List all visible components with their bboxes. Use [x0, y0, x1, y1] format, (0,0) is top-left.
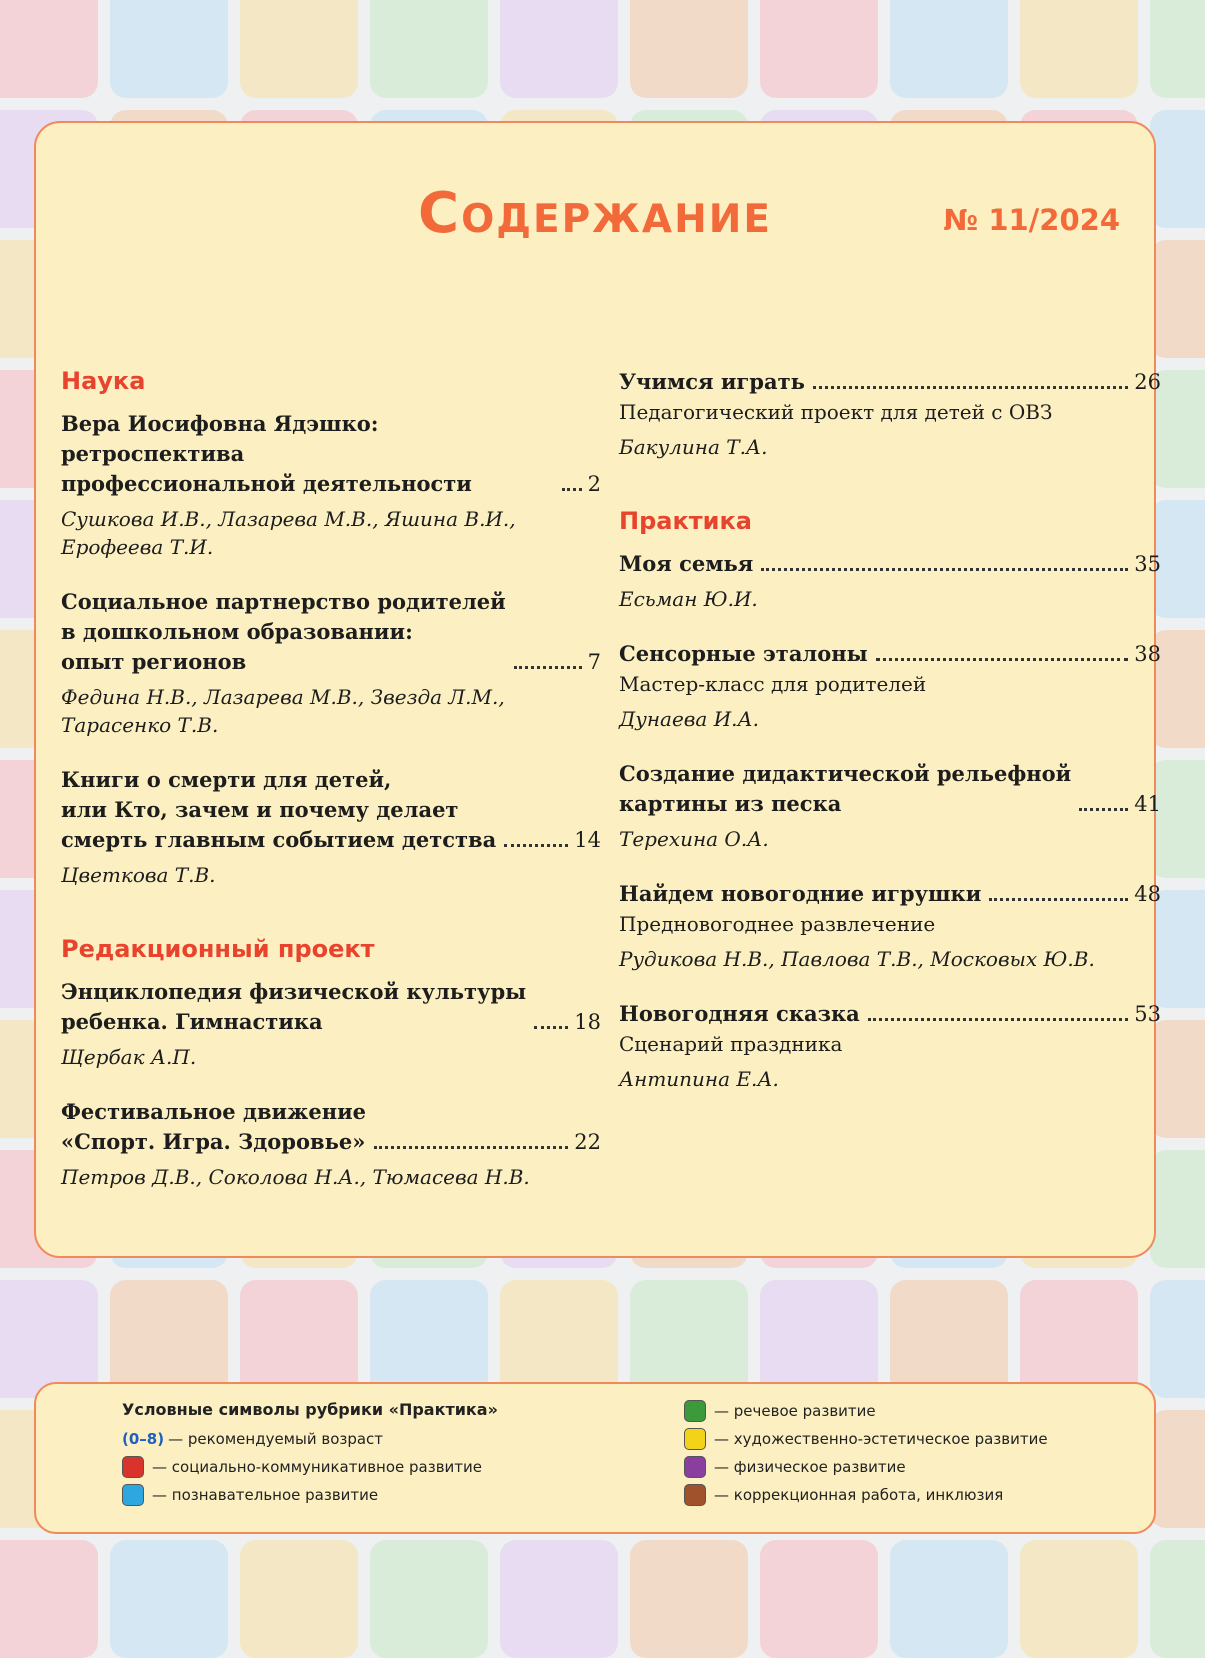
entry-title-line [619, 549, 1161, 579]
leader-dots [1079, 808, 1128, 811]
entry-authors: Дунаева И.А. [619, 707, 760, 731]
legend-item [684, 1428, 1048, 1450]
entry-title-line [619, 759, 1161, 819]
background-tile [240, 0, 358, 98]
color-swatch-icon [122, 1484, 144, 1506]
legend-item [684, 1456, 906, 1478]
legend-label: — коррекционная работа, инклюзия [714, 1486, 1004, 1504]
age-code: (0–8) [122, 1430, 165, 1448]
background-tile [1150, 0, 1205, 98]
entry-authors: Петров Д.В., Соколова Н.А., Тюмасева Н.В. [61, 1165, 530, 1189]
background-tile [630, 1280, 748, 1398]
section-heading: Наука [61, 367, 146, 395]
leader-dots [761, 568, 1128, 571]
legend-item [684, 1400, 876, 1422]
background-tile [890, 1540, 1008, 1658]
legend-item [122, 1484, 378, 1506]
entry-page: 48 [1134, 882, 1161, 906]
toc-entry [619, 639, 1161, 733]
contents-card [34, 121, 1161, 1258]
background-tile [1150, 1540, 1205, 1658]
background-tile [370, 0, 488, 98]
issue-number: № 11/2024 [943, 203, 1120, 237]
leader-dots [504, 844, 568, 847]
background-tile [110, 1280, 228, 1398]
toc-entry [619, 879, 1161, 973]
entry-authors: Щербак А.П. [61, 1045, 197, 1069]
entry-title: Моя семья [619, 551, 754, 576]
legend-title: Условные символы рубрики «Практика» [122, 1400, 498, 1419]
entry-title: Книги о смерти для детей, или Кто, зачем и почему делает смерть главным событием детства [61, 767, 497, 852]
entry-subtitle: Сценарий праздника [619, 1032, 843, 1056]
entry-title-line [61, 765, 601, 855]
entry-subtitle: Предновогоднее развлечение [619, 912, 936, 936]
entry-title: Новогодняя сказка [619, 1001, 860, 1026]
entry-title-line [61, 1097, 601, 1157]
background-tile [760, 0, 878, 98]
background-tile [630, 0, 748, 98]
entry-authors: Рудикова Н.В., Павлова Т.В., Московых Ю.В. [619, 947, 1095, 971]
entry-title-line [61, 977, 601, 1037]
background-tile [890, 1280, 1008, 1398]
toc-entry [61, 977, 601, 1071]
legend-label: — художественно-эстетическое развитие [714, 1430, 1048, 1448]
entry-authors: Бакулина Т.А. [619, 435, 768, 459]
background-tile [1150, 240, 1205, 358]
background-tile [630, 1540, 748, 1658]
entry-page: 7 [587, 650, 601, 674]
legend-age-row [122, 1430, 383, 1448]
background-tile [240, 1280, 358, 1398]
leader-dots [534, 1026, 568, 1029]
right-column [619, 367, 1161, 1119]
color-swatch-icon [684, 1484, 706, 1506]
leader-dots [374, 1146, 568, 1149]
entry-authors: Терехина О.А. [619, 827, 769, 851]
entry-authors: Цветкова Т.В. [61, 863, 216, 887]
background-tile [0, 1280, 98, 1398]
background-tile [370, 1540, 488, 1658]
toc-entry [61, 587, 601, 739]
background-tile [0, 1540, 98, 1658]
entry-title: Социальное партнерство родителей в дошкольном образовании: опыт регионов [61, 589, 506, 674]
entry-page: 38 [1134, 642, 1161, 666]
entry-title-line [61, 587, 601, 677]
legend-item [122, 1456, 482, 1478]
color-swatch-icon [122, 1456, 144, 1478]
legend-label: — социально-коммуникативное развитие [152, 1458, 483, 1476]
background-tile [1150, 110, 1205, 228]
age-text: — рекомендуемый возраст [168, 1430, 384, 1448]
background-tile [1020, 1280, 1138, 1398]
entry-title: Учимся играть [619, 369, 805, 394]
legend-item [684, 1484, 1003, 1506]
toc-entry [61, 409, 601, 561]
entry-title: Сенсорные эталоны [619, 641, 868, 666]
background-tile [370, 1280, 488, 1398]
entry-title: Фестивальное движение «Спорт. Игра. Здоровье» [61, 1099, 367, 1154]
entry-authors: Антипина Е.А. [619, 1067, 779, 1091]
entry-page: 18 [574, 1010, 601, 1034]
legend-box [34, 1382, 1156, 1534]
background-tile [0, 0, 98, 98]
entry-title-line [619, 879, 1161, 909]
entry-page: 26 [1134, 370, 1161, 394]
section-heading: Редакционный проект [61, 935, 375, 963]
entry-page: 22 [574, 1130, 601, 1154]
background-tile [1150, 1150, 1205, 1268]
leader-dots [989, 898, 1128, 901]
background-tile [500, 0, 618, 98]
entry-title-line [619, 639, 1161, 669]
leader-dots [562, 488, 582, 491]
entry-authors: Сушкова И.В., Лазарева М.В., Яшина В.И., Ерофеева Т.И. [61, 507, 516, 559]
background-tile [110, 0, 228, 98]
entry-title: Найдем новогодние игрушки [619, 881, 982, 906]
entry-page: 53 [1134, 1002, 1161, 1026]
entry-page: 41 [1134, 792, 1161, 816]
color-swatch-icon [684, 1428, 706, 1450]
background-tile [500, 1280, 618, 1398]
background-tile [500, 1540, 618, 1658]
color-swatch-icon [684, 1456, 706, 1478]
background-tile [240, 1540, 358, 1658]
toc-entry [619, 999, 1161, 1093]
legend-label: — физическое развитие [714, 1458, 906, 1476]
entry-page: 2 [587, 472, 601, 496]
leader-dots [868, 1018, 1129, 1021]
background-tile [1020, 0, 1138, 98]
section-heading: Практика [619, 507, 752, 535]
background-tile [1020, 1540, 1138, 1658]
toc-entry [61, 1097, 601, 1191]
left-column [61, 367, 601, 1217]
leader-dots [514, 666, 582, 669]
entry-title: Энциклопедия физической культуры ребенка. Гимнастика [61, 979, 527, 1034]
legend-label: — речевое развитие [714, 1402, 876, 1420]
background-tile [1150, 1410, 1205, 1528]
toc-entry [619, 759, 1161, 853]
background-tile [110, 1540, 228, 1658]
toc-entry [61, 765, 601, 889]
legend-label: — познавательное развитие [152, 1486, 379, 1504]
entry-subtitle: Мастер-класс для родителей [619, 672, 927, 696]
background-tile [890, 0, 1008, 98]
leader-dots [876, 658, 1129, 661]
page-title: Содержание [417, 181, 773, 246]
toc-entry [619, 367, 1161, 461]
entry-subtitle: Педагогический проект для детей с ОВЗ [619, 400, 1053, 424]
background-tile [760, 1540, 878, 1658]
leader-dots [813, 386, 1128, 389]
entry-title-line [619, 367, 1161, 397]
background-tile [1150, 1280, 1205, 1398]
background-tile [760, 1280, 878, 1398]
toc-entry [619, 549, 1161, 613]
entry-title-line [619, 999, 1161, 1029]
entry-page: 14 [574, 828, 601, 852]
entry-authors: Есьман Ю.И. [619, 587, 758, 611]
entry-page: 35 [1134, 552, 1161, 576]
color-swatch-icon [684, 1400, 706, 1422]
entry-authors: Федина Н.В., Лазарева М.В., Звезда Л.М., Тарасенко Т.В. [61, 685, 505, 737]
entry-title: Вера Иосифовна Ядэшко: ретроспектива профессиональной деятельности [61, 411, 472, 496]
entry-title: Создание дидактической рельефной картины из песка [619, 761, 1072, 816]
entry-title-line [61, 409, 601, 499]
